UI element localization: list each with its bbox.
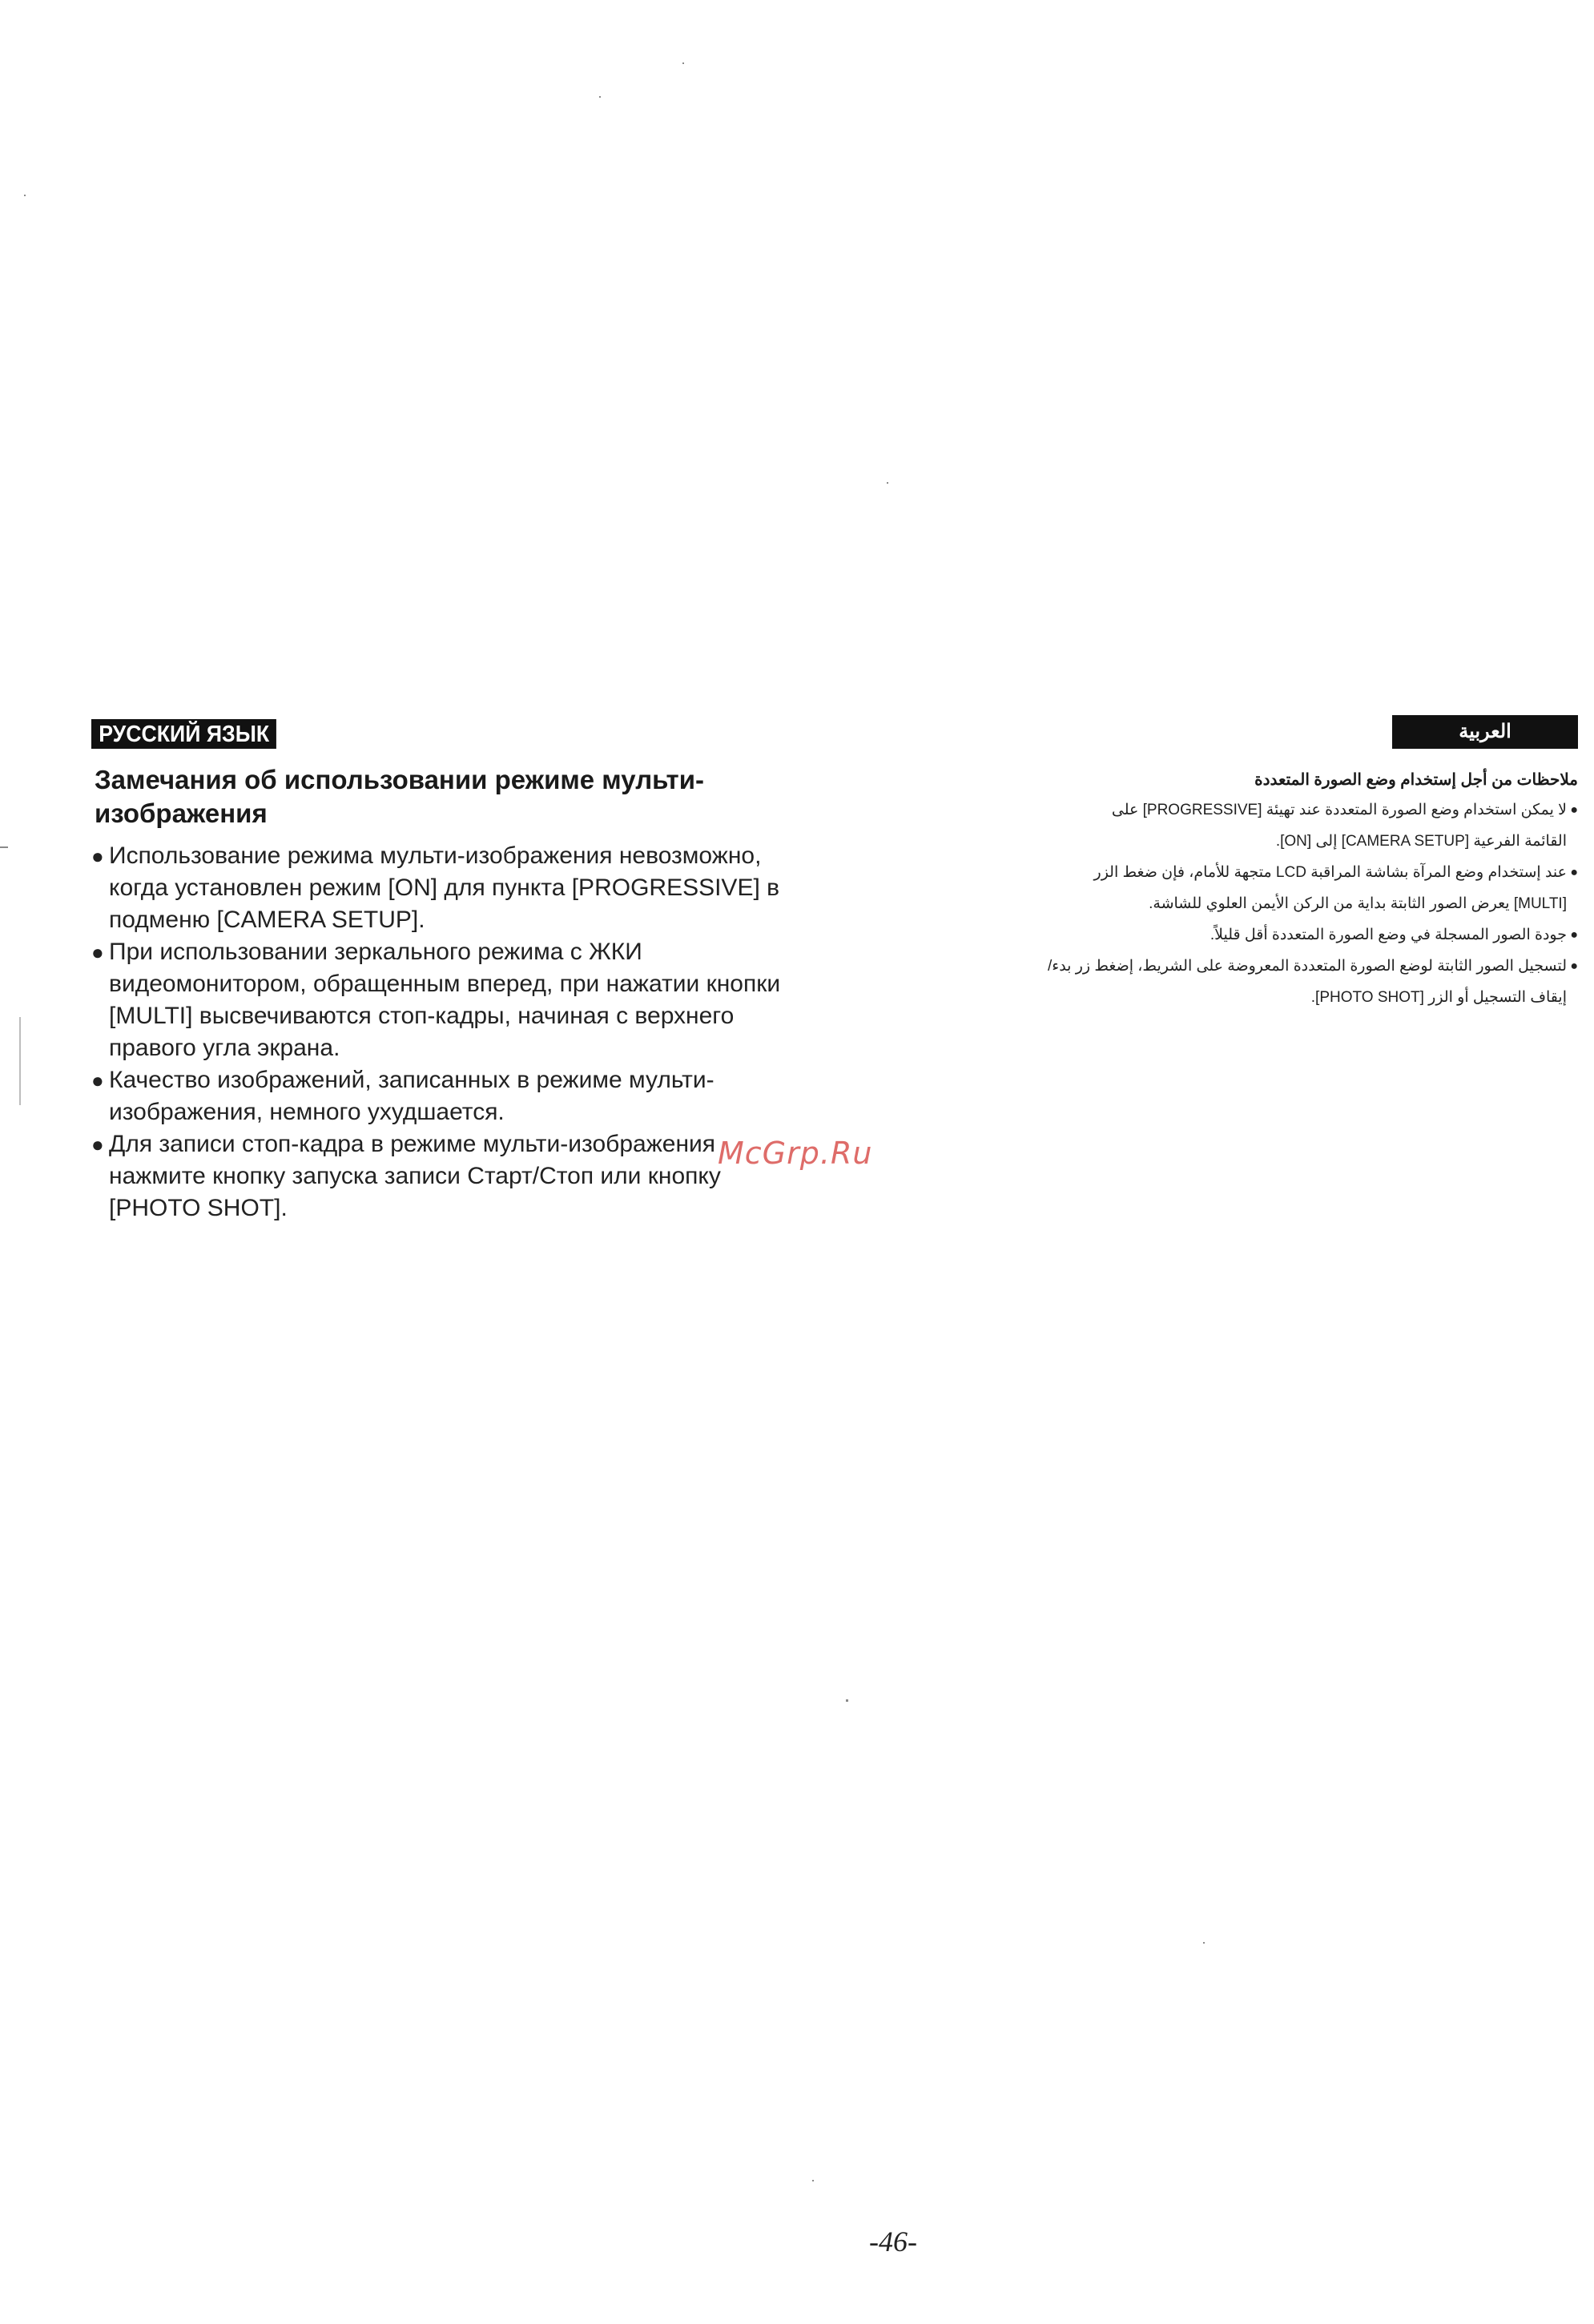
watermark: McGrp.Ru: [718, 1136, 873, 1171]
note-line: При использовании зеркального режима с ЖКИ: [109, 939, 642, 965]
scan-speck: [24, 195, 26, 196]
scan-speck: [846, 1699, 848, 1702]
note-line: عند إستخدام وضع المرآة بشاشة المراقبة LCD متجهة للأمام، فإن ضغط الزر: [1093, 864, 1567, 881]
arabic-section: [957, 769, 1578, 1013]
scan-speck: [0, 846, 8, 848]
note-line: правого угла экрана.: [109, 1035, 340, 1061]
russian-language-badge: РУССКИЙ ЯЗЫК: [91, 719, 276, 749]
arabic-note-2: [957, 857, 1578, 919]
scan-speck: [887, 482, 888, 484]
page-number: -46-: [869, 2225, 917, 2258]
bullet-icon: ●: [1570, 959, 1578, 973]
arabic-note-3: [957, 919, 1578, 951]
note-line: [PHOTO SHOT].: [109, 1195, 288, 1221]
note-line: إيقاف التسجيل أو الزر [PHOTO SHOT].: [1310, 989, 1567, 1006]
note-line: Для записи стоп-кадра в режиме мульти-изображения: [109, 1131, 716, 1157]
russian-title-line-1: Замечания об использовании режиме мульти-: [95, 765, 704, 794]
bullet-icon: ●: [1570, 866, 1578, 879]
scan-speck: [1203, 1942, 1205, 1944]
note-line: видеомонитором, обращенным вперед, при нажатии кнопки: [109, 971, 781, 997]
russian-note-2: [91, 936, 860, 1064]
arabic-language-badge: العربية: [1459, 721, 1511, 742]
arabic-notes-list: [957, 794, 1578, 1013]
bullet-icon: ●: [91, 844, 104, 868]
arabic-section-title: ملاحظات من أجل إستخدام وضع الصورة المتعددة: [1254, 771, 1578, 789]
scan-speck: [599, 96, 601, 98]
note-line: القائمة الفرعية [CAMERA SETUP] إلى [ON].: [1275, 833, 1567, 850]
bullet-icon: ●: [1570, 803, 1578, 817]
arabic-note-4: [957, 951, 1578, 1013]
note-line: لا يمكن استخدام وضع الصورة المتعددة عند تهيئة [PROGRESSIVE] على: [1111, 802, 1567, 818]
note-line: изображения, немного ухудшается.: [109, 1099, 505, 1125]
note-line: подменю [CAMERA SETUP].: [109, 907, 425, 933]
scan-speck: [19, 1017, 21, 1105]
russian-section-title: [95, 763, 860, 830]
bullet-icon: ●: [91, 1132, 104, 1156]
note-line: [MULTI] يعرض الصور الثابتة بداية من الركن الأيمن العلوي للشاشة.: [1149, 895, 1567, 912]
bullet-icon: ●: [91, 940, 104, 964]
note-line: [MULTI] высвечиваются стоп-кадры, начиная с верхнего: [109, 1003, 735, 1029]
note-line: Использование режима мульти-изображения невозможно,: [109, 842, 762, 869]
scan-speck: [682, 62, 684, 64]
note-line: Качество изображений, записанных в режиме мульти-: [109, 1067, 714, 1093]
arabic-note-1: [957, 794, 1578, 857]
russian-note-1: [91, 840, 860, 936]
bullet-icon: ●: [91, 1068, 104, 1092]
note-line: когда установлен режим [ON] для пункта [PROGRESSIVE] в: [109, 875, 780, 901]
bullet-icon: ●: [1570, 928, 1578, 942]
russian-note-3: [91, 1064, 860, 1128]
note-line: جودة الصور المسجلة في وضع الصورة المتعددة أقل قليلاً.: [1210, 927, 1567, 943]
russian-title-line-2: изображения: [95, 798, 268, 828]
note-line: لتسجيل الصور الثابتة لوضع الصورة المتعددة المعروضة على الشريط، إضغط زر بدء/: [1048, 958, 1567, 975]
note-line: нажмите кнопку запуска записи Старт/Стоп или кнопку: [109, 1163, 721, 1189]
scan-speck: [812, 2180, 814, 2181]
